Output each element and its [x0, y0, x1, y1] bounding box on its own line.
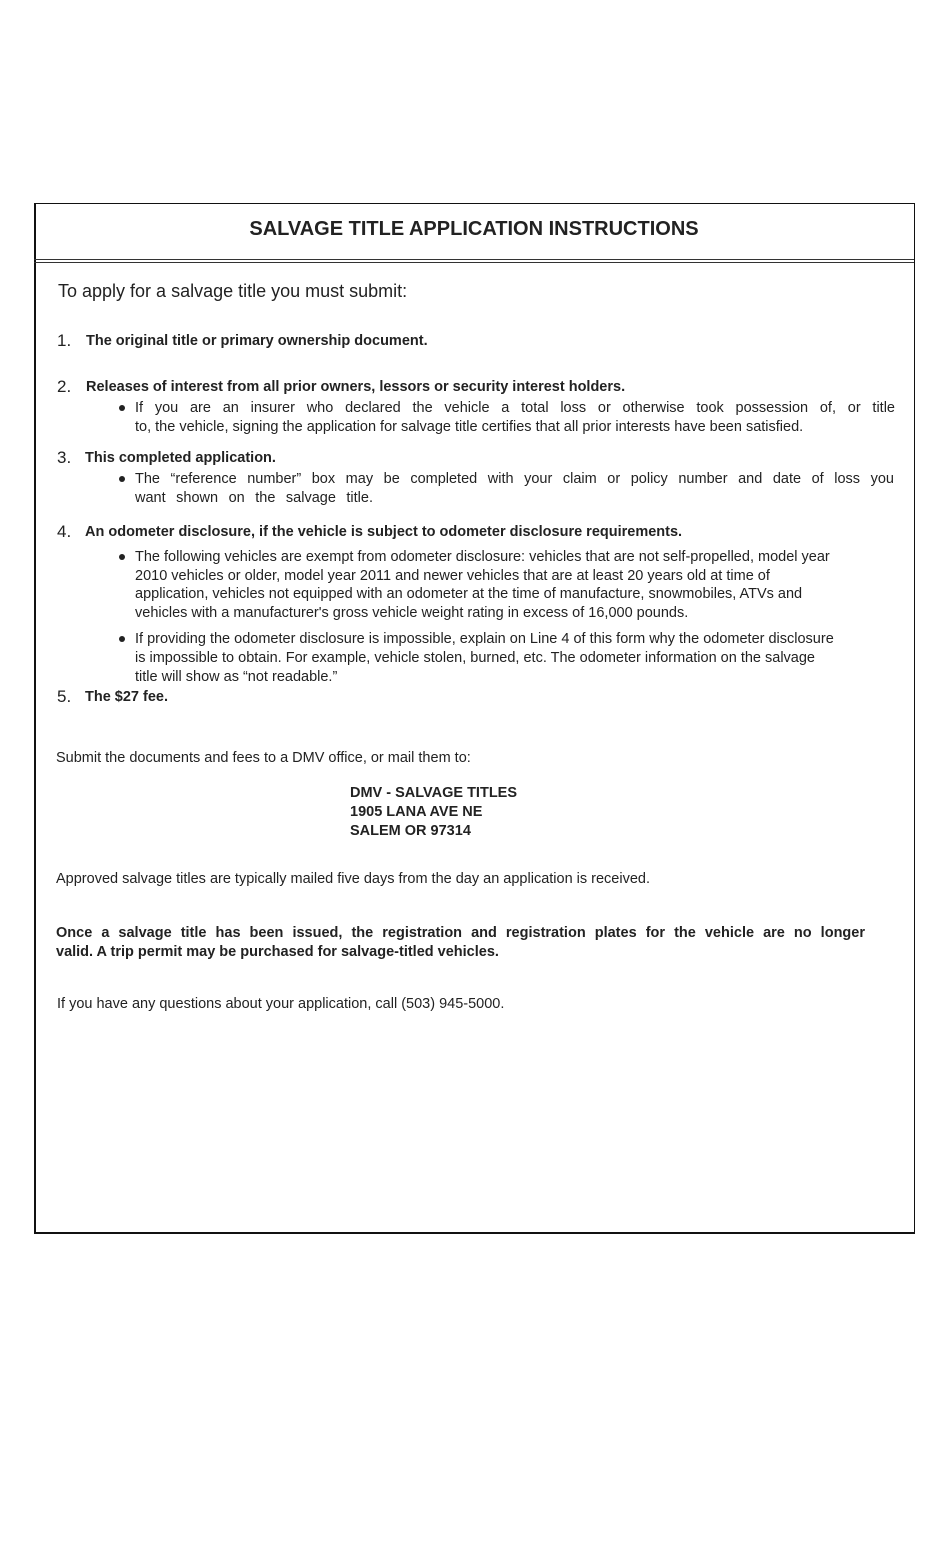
bullet-line: If providing the odometer disclosure is impossible, explain on Line 4 of this form why the odometer disclosure — [135, 631, 834, 647]
bullet-icon — [119, 554, 125, 560]
bullet-icon — [119, 476, 125, 482]
item-text: This completed application. — [85, 450, 276, 466]
approved-text: Approved salvage titles are typically mailed five days from the day an application is received. — [56, 871, 650, 887]
bullet-line: If you are an insurer who declared the vehicle a total loss or otherwise took possession of, or title — [135, 400, 895, 416]
item-text: Releases of interest from all prior owners, lessors or security interest holders. — [86, 379, 626, 395]
item-number: 4. — [57, 522, 72, 541]
header-divider — [34, 259, 914, 263]
address-line: SALEM OR 97314 — [350, 823, 471, 839]
page-title: SALVAGE TITLE APPLICATION INSTRUCTIONS — [249, 218, 699, 240]
item-number: 3. — [57, 448, 72, 467]
item-number: 5. — [57, 687, 72, 706]
item-number: 1. — [57, 331, 72, 350]
instructions-box — [34, 203, 915, 1234]
bullet-line: is impossible to obtain. For example, vehicle stolen, burned, etc. The odometer information on the salvage — [135, 650, 815, 666]
item-text: The $27 fee. — [85, 689, 169, 705]
bullet-line: to, the vehicle, signing the application for salvage title certifies that all prior interests have been satisfied. — [135, 419, 804, 435]
submit-text: Submit the documents and fees to a DMV office, or mail them to: — [56, 750, 471, 766]
bullet-icon — [119, 405, 125, 411]
item-text: An odometer disclosure, if the vehicle is subject to odometer disclosure requirements. — [85, 524, 683, 540]
address-line: DMV - SALVAGE TITLES — [350, 785, 518, 801]
bullet-line: want shown on the salvage title. — [135, 490, 373, 506]
warning-line: Once a salvage title has been issued, the registration and registration plates for the vehicle are no longer — [56, 925, 865, 941]
intro-text: To apply for a salvage title you must submit: — [58, 281, 408, 301]
bullet-icon — [119, 636, 125, 642]
bullet-line: application, vehicles not equipped with an odometer at the time of manufacture, snowmobiles, ATVs and — [135, 586, 803, 602]
bullet-line: vehicles with a manufacturer's gross vehicle weight rating in excess of 16,000 pounds. — [135, 605, 689, 621]
warning-line: valid. A trip permit may be purchased for salvage-titled vehicles. — [56, 944, 499, 960]
address-line: 1905 LANA AVE NE — [350, 804, 483, 820]
bullet-line: title will show as “not readable.” — [135, 669, 338, 685]
item-text: The original title or primary ownership document. — [86, 333, 428, 349]
bullet-line: 2010 vehicles or older, model year 2011 and newer vehicles that are at least 20 years old at time of — [135, 568, 770, 584]
bullet-line: The following vehicles are exempt from odometer disclosure: vehicles that are not self-propelled, model year — [135, 549, 830, 565]
bullet-line: The “reference number” box may be completed with your claim or policy number and date of loss you — [135, 471, 894, 487]
questions-text: If you have any questions about your application, call (503) 945-5000. — [57, 996, 505, 1012]
item-number: 2. — [57, 377, 72, 396]
